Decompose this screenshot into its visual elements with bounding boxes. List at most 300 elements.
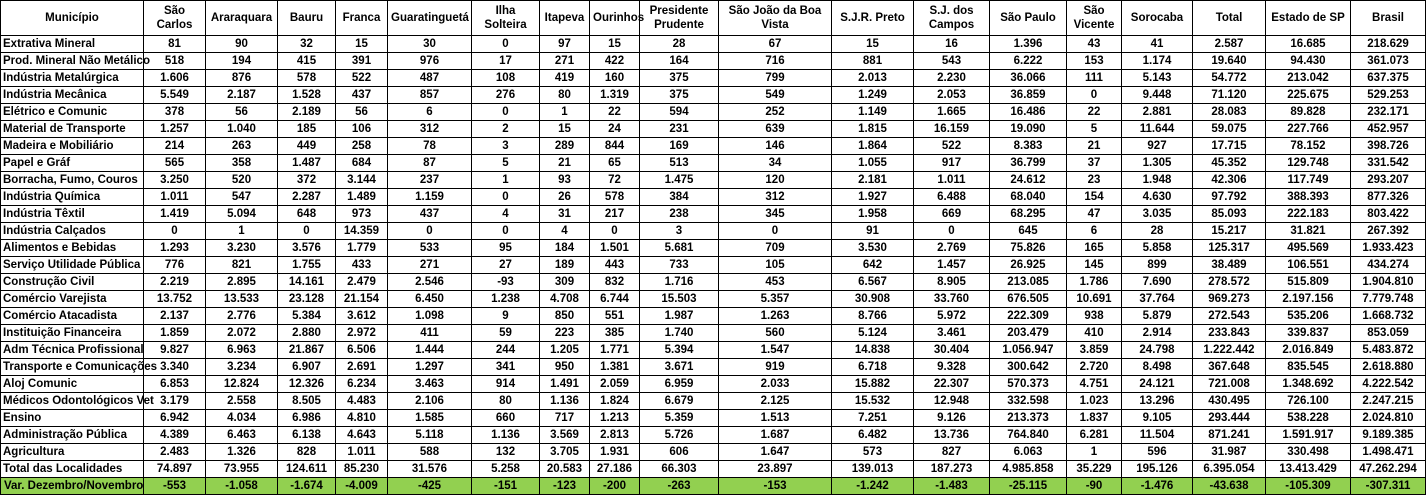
table-cell: 106 — [336, 121, 388, 138]
table-cell: 3.461 — [914, 325, 990, 342]
table-cell: 289 — [540, 138, 590, 155]
table-row — [1, 444, 1426, 461]
table-cell: 560 — [719, 325, 832, 342]
table-cell: 2.230 — [914, 70, 990, 87]
table-cell: 1.547 — [719, 342, 832, 359]
variation-cell: -263 — [640, 478, 719, 495]
table-cell: 1.263 — [719, 308, 832, 325]
table-cell: 578 — [278, 70, 336, 87]
table-cell: 6.450 — [388, 291, 472, 308]
table-cell: 67 — [719, 36, 832, 53]
table-cell: 513 — [640, 155, 719, 172]
table-cell: 443 — [590, 257, 640, 274]
table-cell: 47 — [1067, 206, 1122, 223]
row-label: Administração Pública — [1, 427, 144, 444]
table-cell: 1.771 — [590, 342, 640, 359]
table-cell: 1.319 — [590, 87, 640, 104]
variation-cell: -25.115 — [990, 478, 1067, 495]
table-cell: 1.348.692 — [1266, 376, 1351, 393]
table-cell: 7.251 — [832, 410, 914, 427]
table-cell: 2.691 — [336, 359, 388, 376]
table-cell: 522 — [914, 138, 990, 155]
table-cell: 73.955 — [206, 461, 278, 478]
table-cell: 4 — [540, 223, 590, 240]
table-cell: 81 — [144, 36, 206, 53]
variation-cell: -1.483 — [914, 478, 990, 495]
table-cell: 5.394 — [640, 342, 719, 359]
table-cell: 78 — [388, 138, 472, 155]
table-cell: 5.879 — [1122, 308, 1193, 325]
table-cell: 95 — [472, 240, 540, 257]
table-cell: 6.744 — [590, 291, 640, 308]
table-cell: 28 — [1122, 223, 1193, 240]
table-cell: 385 — [590, 325, 640, 342]
table-cell: 1.687 — [719, 427, 832, 444]
table-row — [1, 342, 1426, 359]
table-cell: 6.463 — [206, 427, 278, 444]
table-cell: 844 — [590, 138, 640, 155]
row-label: Adm Técnica Profissional — [1, 342, 144, 359]
column-header: S.J.R. Preto — [832, 1, 914, 36]
table-cell: 0 — [144, 223, 206, 240]
table-cell: 3.530 — [832, 240, 914, 257]
table-cell: 37.764 — [1122, 291, 1193, 308]
table-cell: 2.880 — [278, 325, 336, 342]
table-cell: 47.262.294 — [1351, 461, 1426, 478]
table-cell: 6.853 — [144, 376, 206, 393]
table-cell: 5.858 — [1122, 240, 1193, 257]
table-cell: 1.149 — [832, 104, 914, 121]
column-header: Presidente Prudente — [640, 1, 719, 36]
table-cell: 588 — [388, 444, 472, 461]
table-cell: 378 — [144, 104, 206, 121]
table-cell: 8.383 — [990, 138, 1067, 155]
table-cell: 1.159 — [388, 189, 472, 206]
table-cell: 721.008 — [1193, 376, 1266, 393]
table-cell: 6.395.054 — [1193, 461, 1266, 478]
table-row — [1, 240, 1426, 257]
row-label: Comércio Varejista — [1, 291, 144, 308]
table-cell: 293.207 — [1351, 172, 1426, 189]
table-row — [1, 155, 1426, 172]
table-cell: 4.708 — [540, 291, 590, 308]
table-cell: 19.640 — [1193, 53, 1266, 70]
table-cell: 28 — [640, 36, 719, 53]
table-cell: 2.618.880 — [1351, 359, 1426, 376]
table-cell: 1.591.917 — [1266, 427, 1351, 444]
table-cell: 452.957 — [1351, 121, 1426, 138]
table-cell: 59 — [472, 325, 540, 342]
table-row — [1, 427, 1426, 444]
table-cell: 3 — [472, 138, 540, 155]
table-cell: 4.034 — [206, 410, 278, 427]
table-cell: 2.125 — [719, 393, 832, 410]
table-cell: 4.751 — [1067, 376, 1122, 393]
table-cell: 13.736 — [914, 427, 990, 444]
table-cell: 9.328 — [914, 359, 990, 376]
row-label: Comércio Atacadista — [1, 308, 144, 325]
table-cell: 5.359 — [640, 410, 719, 427]
row-label: Indústria Química — [1, 189, 144, 206]
row-label: Madeira e Mobiliário — [1, 138, 144, 155]
table-cell: 877.326 — [1351, 189, 1426, 206]
table-cell: 2.187 — [206, 87, 278, 104]
table-cell: 5.124 — [832, 325, 914, 342]
column-header: Ourinhos — [590, 1, 640, 36]
table-cell: 1.501 — [590, 240, 640, 257]
table-cell: 213.373 — [990, 410, 1067, 427]
table-body — [1, 36, 1426, 495]
table-cell: 154 — [1067, 189, 1122, 206]
table-cell: 75.826 — [990, 240, 1067, 257]
table-cell: 17 — [472, 53, 540, 70]
table-cell: 89.828 — [1266, 104, 1351, 121]
table-cell: 90 — [206, 36, 278, 53]
table-cell: 8.498 — [1122, 359, 1193, 376]
table-cell: 1.396 — [990, 36, 1067, 53]
table-cell: 1.381 — [590, 359, 640, 376]
table-cell: 871.241 — [1193, 427, 1266, 444]
table-cell: 2.033 — [719, 376, 832, 393]
table-cell: 487 — [388, 70, 472, 87]
table-cell: 1.419 — [144, 206, 206, 223]
table-cell: 642 — [832, 257, 914, 274]
table-cell: 411 — [388, 325, 472, 342]
table-cell: 6.506 — [336, 342, 388, 359]
table-cell: 1.824 — [590, 393, 640, 410]
table-cell: 12.326 — [278, 376, 336, 393]
table-cell: 9.126 — [914, 410, 990, 427]
table-cell: 2 — [472, 121, 540, 138]
table-cell: 5.357 — [719, 291, 832, 308]
table-cell: 225.675 — [1266, 87, 1351, 104]
table-cell: 648 — [278, 206, 336, 223]
table-cell: 9.448 — [1122, 87, 1193, 104]
table-cell: 430.495 — [1193, 393, 1266, 410]
table-cell: 160 — [590, 70, 640, 87]
table-cell: 233.843 — [1193, 325, 1266, 342]
table-cell: 3.576 — [278, 240, 336, 257]
table-cell: 34 — [719, 155, 832, 172]
table-cell: 1.055 — [832, 155, 914, 172]
table-cell: 1.326 — [206, 444, 278, 461]
table-cell: 5 — [472, 155, 540, 172]
table-cell: 8.505 — [278, 393, 336, 410]
table-cell: 1.444 — [388, 342, 472, 359]
table-cell: 6.488 — [914, 189, 990, 206]
table-cell: 372 — [278, 172, 336, 189]
table-cell: 1.948 — [1122, 172, 1193, 189]
table-cell: 1.213 — [590, 410, 640, 427]
table-cell: 6.959 — [640, 376, 719, 393]
table-cell: 3.035 — [1122, 206, 1193, 223]
table-cell: 12.948 — [914, 393, 990, 410]
column-header: Itapeva — [540, 1, 590, 36]
table-cell: 15 — [540, 121, 590, 138]
table-cell: 6.963 — [206, 342, 278, 359]
table-cell: 14.359 — [336, 223, 388, 240]
table-cell: 15.532 — [832, 393, 914, 410]
table-cell: 97.792 — [1193, 189, 1266, 206]
table-cell: 3.234 — [206, 359, 278, 376]
variation-cell: -153 — [719, 478, 832, 495]
table-cell: 1.786 — [1067, 274, 1122, 291]
table-cell: 6.986 — [278, 410, 336, 427]
variation-cell: -1.242 — [832, 478, 914, 495]
table-row — [1, 138, 1426, 155]
table-cell: 271 — [388, 257, 472, 274]
table-cell: 828 — [278, 444, 336, 461]
table-row — [1, 87, 1426, 104]
table-cell: 1.238 — [472, 291, 540, 308]
table-cell: 165 — [1067, 240, 1122, 257]
table-cell: 13.413.429 — [1266, 461, 1351, 478]
table-cell: 375 — [640, 87, 719, 104]
table-cell: 6 — [388, 104, 472, 121]
table-cell: 799 — [719, 70, 832, 87]
table-cell: 538.228 — [1266, 410, 1351, 427]
table-cell: 22 — [1067, 104, 1122, 121]
table-cell: 938 — [1067, 308, 1122, 325]
table-cell: 31.576 — [388, 461, 472, 478]
variation-cell: -151 — [472, 478, 540, 495]
variation-cell: -4.009 — [336, 478, 388, 495]
table-cell: 91 — [832, 223, 914, 240]
table-cell: 6.234 — [336, 376, 388, 393]
table-cell: 203.479 — [990, 325, 1067, 342]
table-row — [1, 376, 1426, 393]
row-label: Médicos Odontológicos Vet — [1, 393, 144, 410]
table-cell: 2.769 — [914, 240, 990, 257]
table-cell: 914 — [472, 376, 540, 393]
table-cell: 2.059 — [590, 376, 640, 393]
table-cell: 72 — [590, 172, 640, 189]
table-cell: 3.340 — [144, 359, 206, 376]
table-cell: 341 — [472, 359, 540, 376]
table-cell: 2.181 — [832, 172, 914, 189]
table-cell: 21.154 — [336, 291, 388, 308]
table-cell: 551 — [590, 308, 640, 325]
table-cell: 23.897 — [719, 461, 832, 478]
table-row — [1, 172, 1426, 189]
table-cell: 94.430 — [1266, 53, 1351, 70]
table-cell: 9 — [472, 308, 540, 325]
table-cell: 38.489 — [1193, 257, 1266, 274]
table-cell: 309 — [540, 274, 590, 291]
table-cell: 2.197.156 — [1266, 291, 1351, 308]
table-cell: 1.489 — [336, 189, 388, 206]
table-cell: 54.772 — [1193, 70, 1266, 87]
table-cell: 1.585 — [388, 410, 472, 427]
table-cell: 222.183 — [1266, 206, 1351, 223]
table-cell: 375 — [640, 70, 719, 87]
table-cell: 881 — [832, 53, 914, 70]
table-cell: 1.606 — [144, 70, 206, 87]
column-header: Guaratinguetá — [388, 1, 472, 36]
table-cell: 776 — [144, 257, 206, 274]
table-cell: 2.072 — [206, 325, 278, 342]
table-cell: 0 — [472, 223, 540, 240]
table-cell: 146 — [719, 138, 832, 155]
table-cell: 10.691 — [1067, 291, 1122, 308]
table-cell: 437 — [336, 87, 388, 104]
table-cell: 56 — [336, 104, 388, 121]
table-cell: 835.545 — [1266, 359, 1351, 376]
table-cell: 410 — [1067, 325, 1122, 342]
table-cell: 16.486 — [990, 104, 1067, 121]
table-cell: 5.726 — [640, 427, 719, 444]
table-cell: 1.647 — [719, 444, 832, 461]
table-cell: 973 — [336, 206, 388, 223]
table-cell: 68.040 — [990, 189, 1067, 206]
table-cell: 30.404 — [914, 342, 990, 359]
table-cell: 6.679 — [640, 393, 719, 410]
column-header: Sorocaba — [1122, 1, 1193, 36]
table-cell: 2.024.810 — [1351, 410, 1426, 427]
table-cell: 74.897 — [144, 461, 206, 478]
table-row — [1, 359, 1426, 376]
table-cell: 345 — [719, 206, 832, 223]
table-cell: 11.644 — [1122, 121, 1193, 138]
table-cell: 1.040 — [206, 121, 278, 138]
table-cell: 1.668.732 — [1351, 308, 1426, 325]
table-cell: 2.106 — [388, 393, 472, 410]
table-cell: 899 — [1122, 257, 1193, 274]
table-cell: 184 — [540, 240, 590, 257]
table-cell: 3 — [640, 223, 719, 240]
row-label: Extrativa Mineral — [1, 36, 144, 53]
table-cell: 0 — [472, 189, 540, 206]
table-row — [1, 461, 1426, 478]
table-cell: 6.222 — [990, 53, 1067, 70]
table-cell: 8.766 — [832, 308, 914, 325]
table-cell: 237 — [388, 172, 472, 189]
table-cell: 433 — [336, 257, 388, 274]
table-cell: 850 — [540, 308, 590, 325]
variation-cell: -123 — [540, 478, 590, 495]
table-cell: 339.837 — [1266, 325, 1351, 342]
row-label: Instituição Financeira — [1, 325, 144, 342]
table-cell: 231 — [640, 121, 719, 138]
table-cell: 87 — [388, 155, 472, 172]
table-cell: 21 — [1067, 138, 1122, 155]
table-cell: 11.504 — [1122, 427, 1193, 444]
table-cell: 533 — [388, 240, 472, 257]
table-cell: 5.384 — [278, 308, 336, 325]
table-cell: 919 — [719, 359, 832, 376]
table-cell: 570.373 — [990, 376, 1067, 393]
table-cell: 300.642 — [990, 359, 1067, 376]
table-row — [1, 325, 1426, 342]
row-label: Agricultura — [1, 444, 144, 461]
table-cell: 2.013 — [832, 70, 914, 87]
table-cell: 733 — [640, 257, 719, 274]
table-cell: 832 — [590, 274, 640, 291]
table-cell: 391 — [336, 53, 388, 70]
table-cell: 6.063 — [990, 444, 1067, 461]
table-cell: 71.120 — [1193, 87, 1266, 104]
table-cell: 1 — [1067, 444, 1122, 461]
table-cell: 15.217 — [1193, 223, 1266, 240]
table-cell: 547 — [206, 189, 278, 206]
row-label: Alimentos e Bebidas — [1, 240, 144, 257]
table-cell: 0 — [472, 104, 540, 121]
table-cell: 2.219 — [144, 274, 206, 291]
table-cell: 13.752 — [144, 291, 206, 308]
table-cell: 124.611 — [278, 461, 336, 478]
table-cell: 5.258 — [472, 461, 540, 478]
variation-cell: -1.476 — [1122, 478, 1193, 495]
table-cell: 1.174 — [1122, 53, 1193, 70]
table-cell: 5.143 — [1122, 70, 1193, 87]
table-cell: 415 — [278, 53, 336, 70]
row-label: Aloj Comunic — [1, 376, 144, 393]
table-cell: 1.475 — [640, 172, 719, 189]
table-cell: 169 — [640, 138, 719, 155]
table-cell: 684 — [336, 155, 388, 172]
row-label: Transporte e Comunicações — [1, 359, 144, 376]
table-cell: 244 — [472, 342, 540, 359]
table-cell: 2.053 — [914, 87, 990, 104]
table-cell: 153 — [1067, 53, 1122, 70]
table-cell: 1.958 — [832, 206, 914, 223]
variation-cell: -1.674 — [278, 478, 336, 495]
table-cell: 164 — [640, 53, 719, 70]
table-cell: 950 — [540, 359, 590, 376]
table-cell: 717 — [540, 410, 590, 427]
table-cell: 764.840 — [990, 427, 1067, 444]
table-cell: 1 — [472, 172, 540, 189]
table-cell: 384 — [640, 189, 719, 206]
table-cell: 6 — [1067, 223, 1122, 240]
table-cell: 5.549 — [144, 87, 206, 104]
table-cell: 0 — [914, 223, 990, 240]
table-cell: 976 — [388, 53, 472, 70]
table-cell: 223 — [540, 325, 590, 342]
table-row — [1, 393, 1426, 410]
variation-cell: -553 — [144, 478, 206, 495]
table-cell: 716 — [719, 53, 832, 70]
table-cell: 0 — [278, 223, 336, 240]
table-cell: 330.498 — [1266, 444, 1351, 461]
table-cell: 117.749 — [1266, 172, 1351, 189]
table-row — [1, 70, 1426, 87]
table-cell: 969.273 — [1193, 291, 1266, 308]
table-cell: 4.630 — [1122, 189, 1193, 206]
table-cell: 9.105 — [1122, 410, 1193, 427]
table-cell: 1.222.442 — [1193, 342, 1266, 359]
table-cell: 578 — [590, 189, 640, 206]
table-cell: 2.016.849 — [1266, 342, 1351, 359]
table-cell: 12.824 — [206, 376, 278, 393]
table-cell: 453 — [719, 274, 832, 291]
column-header: Araraquara — [206, 1, 278, 36]
variation-label: Var. Dezembro/Novembro — [1, 478, 144, 495]
table-cell: 68.295 — [990, 206, 1067, 223]
table-cell: 3.612 — [336, 308, 388, 325]
table-row — [1, 291, 1426, 308]
table-cell: 573 — [832, 444, 914, 461]
table-cell: 222.309 — [990, 308, 1067, 325]
table-cell: 876 — [206, 70, 278, 87]
table-cell: 2.189 — [278, 104, 336, 121]
table-cell: 111 — [1067, 70, 1122, 87]
table-cell: 35.229 — [1067, 461, 1122, 478]
table-cell: 709 — [719, 240, 832, 257]
table-cell: 21.867 — [278, 342, 336, 359]
table-cell: 27.186 — [590, 461, 640, 478]
table-cell: 1.297 — [388, 359, 472, 376]
